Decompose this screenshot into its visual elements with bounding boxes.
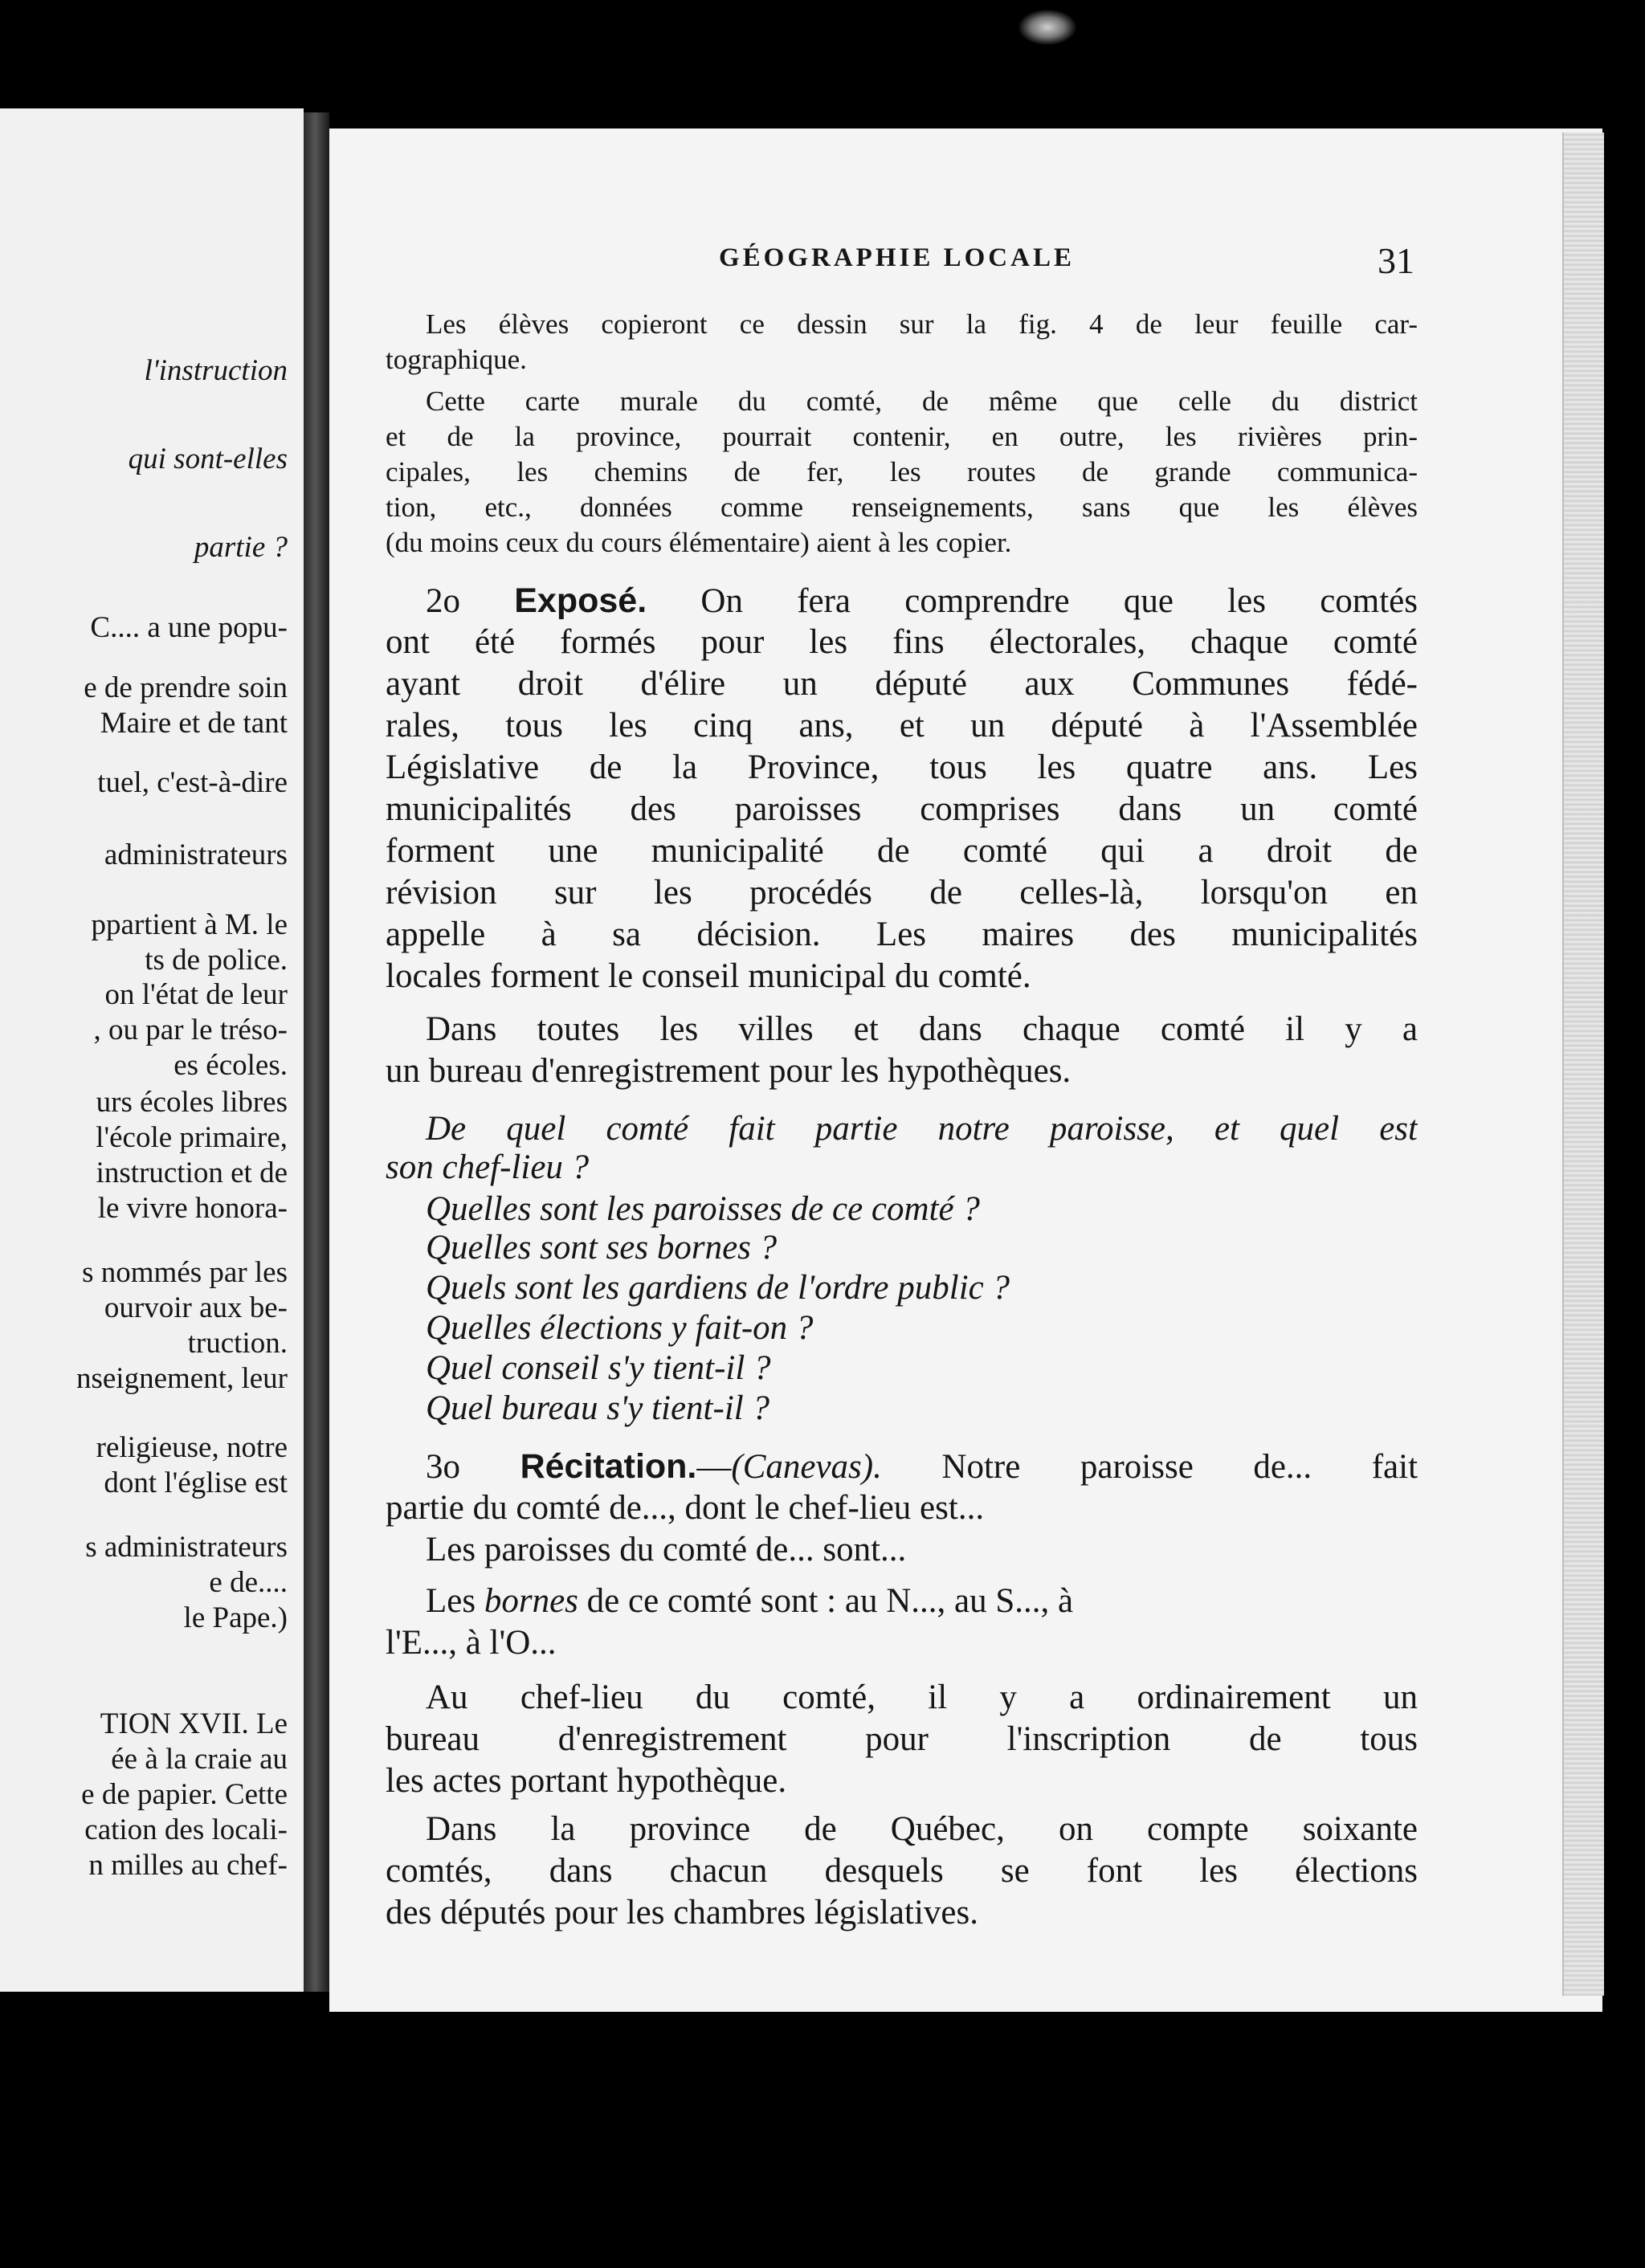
note-line: cipales, les chemins de fer, les routes de grande communica-: [386, 456, 1418, 487]
expose-line: rales, tous les cinq ans, et un député à l'Assemblée: [386, 707, 1418, 744]
question-line: Quels sont les gardiens de l'ordre public ?: [426, 1269, 1010, 1307]
book-gutter: [304, 112, 329, 1992]
expose-line: municipalités des paroisses comprises dans un comté: [386, 790, 1418, 828]
left-page-line: le vivre honora-: [97, 1192, 288, 1225]
recitation-line: l'E..., à l'O...: [386, 1624, 557, 1662]
recitation-line: Notre paroisse de... fait: [941, 1448, 1418, 1486]
recitation-line: les actes portant hypothèque.: [386, 1762, 787, 1800]
section-heading-expose: Exposé.: [514, 581, 647, 620]
question-line: Quelles sont ses bornes ?: [426, 1229, 778, 1267]
left-page-line: cation des locali-: [84, 1813, 288, 1846]
question-line: De quel comté fait partie notre paroisse, et quel est: [426, 1110, 1418, 1148]
note-line: Cette carte murale du comté, de même que celle du district: [426, 385, 1418, 417]
left-page-line: e de....: [209, 1566, 288, 1599]
left-page-line: C.... a une popu-: [90, 611, 288, 644]
left-page-line: ée à la craie au: [111, 1743, 288, 1776]
left-page-line: es écoles.: [173, 1049, 288, 1082]
left-facing-page: [0, 108, 304, 1992]
recitation-first-line: [386, 1446, 1418, 1488]
recitation-line: Les paroisses du comté de... sont...: [426, 1531, 907, 1568]
running-head: GÉOGRAPHIE LOCALE: [719, 243, 1075, 272]
left-page-line: l'école primaire,: [96, 1121, 288, 1154]
left-page-line: on l'état de leur: [104, 978, 288, 1011]
left-page-line: urs écoles libres: [96, 1086, 288, 1119]
left-page-line: TION XVII. Le: [100, 1707, 288, 1740]
em-dash: —: [696, 1448, 732, 1486]
note-line: tion, etc., données comme renseignements, sans que les élèves: [386, 492, 1418, 523]
left-page-line: dont l'église est: [104, 1466, 288, 1499]
left-page-line: nseignement, leur: [76, 1362, 288, 1395]
left-page-line: ourvoir aux be-: [104, 1291, 288, 1324]
expose-first-line: [386, 580, 1418, 622]
left-page-line: qui sont-elles: [128, 443, 288, 475]
left-page-line: le Pape.): [183, 1601, 288, 1634]
expose-line: locales forment le conseil municipal du comté.: [386, 957, 1031, 995]
left-page-line: religieuse, notre: [96, 1431, 288, 1464]
left-page-line: l'instruction: [144, 354, 288, 387]
left-page-line: ppartient à M. le: [91, 908, 288, 941]
note-line: (du moins ceux du cours élémentaire) aient à les copier.: [386, 527, 1012, 558]
recitation-text: de ce comté sont : au N..., au S..., à: [586, 1582, 1074, 1620]
expose-line: forment une municipalité de comté qui a droit de: [386, 832, 1418, 870]
question-line: Quelles sont les paroisses de ce comté ?: [426, 1190, 980, 1228]
left-page-line: , ou par le tréso-: [93, 1014, 288, 1046]
left-page-line: s nommés par les: [82, 1256, 288, 1289]
left-page-line: e de prendre soin: [84, 671, 288, 704]
left-page-line: administrateurs: [104, 838, 288, 871]
recitation-text: Les: [426, 1582, 476, 1620]
expose-line: Dans toutes les villes et dans chaque comté il y a: [426, 1010, 1418, 1048]
left-page-line: tuel, c'est-à-dire: [97, 766, 288, 799]
note-line: et de la province, pourrait contenir, en outre, les rivières prin-: [386, 421, 1418, 452]
canevas-label: (Canevas).: [731, 1448, 882, 1486]
expose-line: ont été formés pour les fins électorales, chaque comté: [386, 623, 1418, 661]
left-page-line: instruction et de: [96, 1156, 288, 1189]
left-page-line: s administrateurs: [85, 1531, 288, 1564]
left-page-line: n milles au chef-: [88, 1849, 288, 1882]
note-line: Les élèves copieront ce dessin sur la fig. 4 de leur feuille car-: [426, 308, 1418, 340]
expose-line: appelle à sa décision. Les maires des municipalités: [386, 916, 1418, 953]
scan-speck: [1018, 10, 1076, 45]
page-number: 31: [1378, 240, 1414, 281]
expose-line: révision sur les procédés de celles-là, lorsqu'on en: [386, 874, 1418, 912]
section-number: 2o: [426, 582, 460, 620]
recitation-line: comtés, dans chacun desquels se font les élections: [386, 1852, 1418, 1890]
recitation-bornes-line: [386, 1581, 1418, 1622]
left-page-line: truction.: [187, 1327, 288, 1360]
expose-line: On fera comprendre que les comtés: [700, 582, 1418, 620]
recitation-line: bureau d'enregistrement pour l'inscription de tous: [386, 1720, 1418, 1758]
left-page-line: partie ?: [194, 531, 288, 564]
left-page-line: e de papier. Cette: [81, 1778, 288, 1811]
recitation-emphasis: bornes: [484, 1582, 578, 1620]
question-line: Quel bureau s'y tient-il ?: [426, 1389, 769, 1427]
question-line: Quelles élections y fait-on ?: [426, 1309, 814, 1347]
question-line: Quel conseil s'y tient-il ?: [426, 1349, 771, 1387]
recitation-line: Dans la province de Québec, on compte soixante: [426, 1810, 1418, 1848]
section-number: 3o: [426, 1448, 460, 1486]
section-heading-recitation: Récitation.: [520, 1447, 697, 1486]
question-line: son chef-lieu ?: [386, 1148, 590, 1186]
page-edge: [1562, 133, 1604, 1996]
recitation-line: partie du comté de..., dont le chef-lieu est...: [386, 1489, 985, 1527]
recitation-line: Au chef-lieu du comté, il y a ordinairement un: [426, 1679, 1418, 1716]
left-page-line: Maire et de tant: [100, 707, 288, 740]
left-page-line: ts de police.: [145, 944, 288, 977]
expose-line: un bureau d'enregistrement pour les hypothèques.: [386, 1052, 1071, 1090]
recitation-line: des députés pour les chambres législatives.: [386, 1894, 978, 1931]
expose-line: ayant droit d'élire un député aux Communes fédé-: [386, 665, 1418, 703]
note-line: tographique.: [386, 344, 527, 375]
expose-line: Législative de la Province, tous les quatre ans. Les: [386, 749, 1418, 786]
